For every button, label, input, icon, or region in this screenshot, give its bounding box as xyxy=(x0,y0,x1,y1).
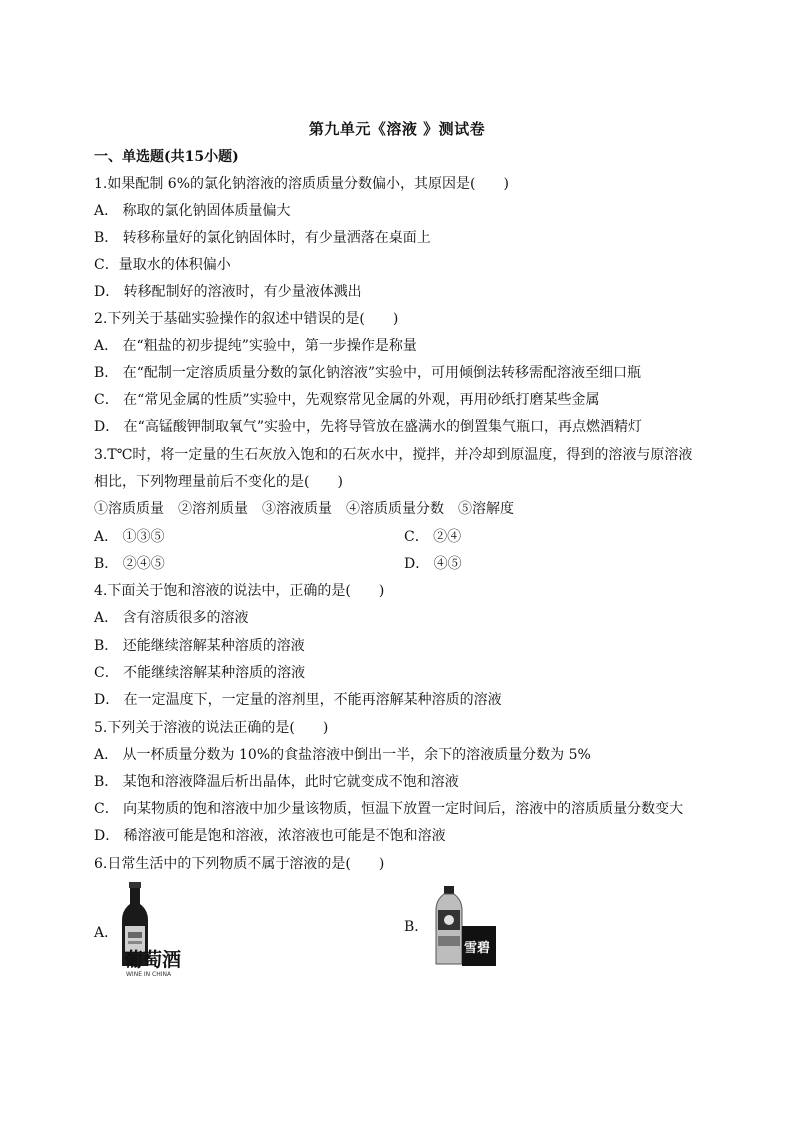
soda-bottle-image xyxy=(432,886,498,968)
question-4-option-a: A． 含有溶质很多的溶液 xyxy=(94,610,249,626)
question-4-stem: 4.下面关于饱和溶液的说法中，正确的是( ) xyxy=(94,583,385,599)
question-4-option-d: D． 在一定温度下，一定量的溶剂里，不能再溶解某种溶质的溶液 xyxy=(94,692,502,708)
question-3-items: ①溶质质量 ②溶剂质量 ③溶液质量 ④溶质质量分数 ⑤溶解度 xyxy=(94,501,514,517)
question-5-option-b: B． 某饱和溶液降温后析出晶体，此时它就变成不饱和溶液 xyxy=(94,774,459,790)
question-4-option-b: B． 还能继续溶解某种溶质的溶液 xyxy=(94,638,305,654)
question-2-stem: 2.下列关于基础实验操作的叙述中错误的是( ) xyxy=(94,311,399,327)
wine-bottle-image xyxy=(118,882,200,978)
question-1-option-d: D． 转移配制好的溶液时，有少量液体溅出 xyxy=(94,284,362,300)
question-3-option-a: A． ①③⑤ xyxy=(94,529,165,545)
question-6-stem: 6.日常生活中的下列物质不属于溶液的是( ) xyxy=(94,856,385,872)
question-3-option-d: D． ④⑤ xyxy=(404,556,462,572)
question-3-stem-line1: 3.T℃时，将一定量的生石灰放入饱和的石灰水中，搅拌，并冷却到原温度，得到的溶液与原溶液 xyxy=(94,447,693,463)
section-heading: 一、单选题(共15小题) xyxy=(94,149,239,165)
question-5-stem: 5.下列关于溶液的说法正确的是( ) xyxy=(94,720,329,736)
soda-label-text: 雪碧 xyxy=(464,941,491,956)
question-3-option-b: B． ②④⑤ xyxy=(94,556,165,572)
question-6-option-a: A． xyxy=(94,925,119,941)
question-1-option-c: C．量取水的体积偏小 xyxy=(94,257,231,273)
question-2-option-c: C． 在“常见金属的性质”实验中，先观察常见金属的外观，再用砂纸打磨某些金属 xyxy=(94,392,600,408)
question-2-option-d: D． 在“高锰酸钾制取氧气”实验中，先将导管放在盛满水的倒置集气瓶口，再点燃酒精灯 xyxy=(94,419,642,435)
question-3-option-c: C． ②④ xyxy=(404,529,462,545)
question-2-option-b: B． 在“配制一定溶质质量分数的氯化钠溶液”实验中，可用倾倒法转移需配溶液至细口瓶 xyxy=(94,365,642,381)
page-title: 第九单元《溶液 》测试卷 xyxy=(308,120,486,138)
wine-label-text: 葡萄酒 xyxy=(124,949,182,971)
wine-sub-text: WINE IN CHINA xyxy=(126,971,172,978)
question-6-option-b: B． xyxy=(404,919,429,935)
question-2-option-a: A． 在“粗盐的初步提纯”实验中，第一步操作是称量 xyxy=(94,338,417,354)
question-3-stem-line2: 相比，下列物理量前后不变化的是( ) xyxy=(94,474,343,490)
question-1-option-a: A． 称取的氯化钠固体质量偏大 xyxy=(94,203,291,219)
question-1-option-b: B． 转移称量好的氯化钠固体时，有少量洒落在桌面上 xyxy=(94,230,431,246)
question-5-option-c: C． 向某物质的饱和溶液中加少量该物质，恒温下放置一定时间后，溶液中的溶质质量分数变大 xyxy=(94,801,684,817)
question-5-option-a: A． 从一杯质量分数为 10%的食盐溶液中倒出一半，余下的溶液质量分数为 5% xyxy=(94,747,591,763)
question-4-option-c: C． 不能继续溶解某种溶质的溶液 xyxy=(94,665,306,681)
question-5-option-d: D． 稀溶液可能是饱和溶液，浓溶液也可能是不饱和溶液 xyxy=(94,828,446,844)
question-1-stem: 1.如果配制 6%的氯化钠溶液的溶质质量分数偏小，其原因是( ) xyxy=(94,176,509,192)
